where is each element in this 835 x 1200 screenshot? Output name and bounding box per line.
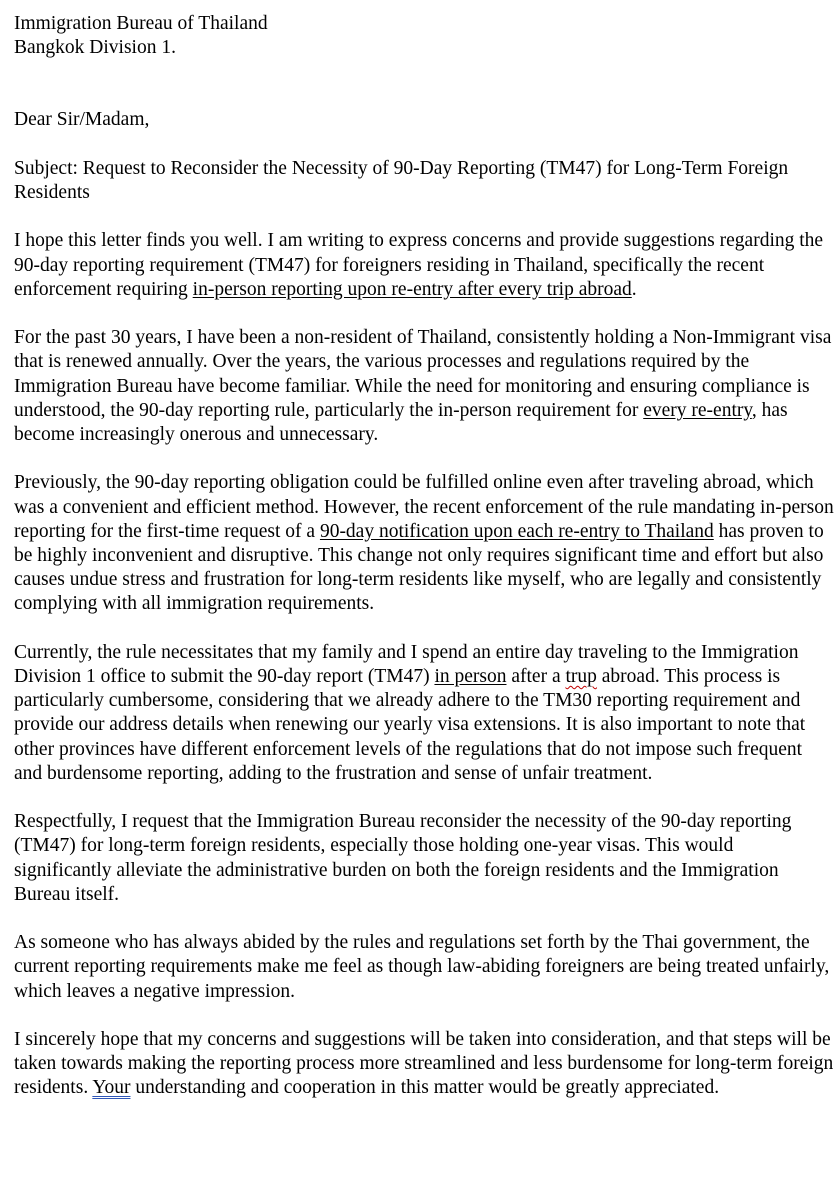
underlined-phrase: every re-entry bbox=[643, 399, 752, 421]
underlined-phrase: in-person reporting upon re-entry after every trip abroad bbox=[192, 278, 632, 300]
paragraph-7 bbox=[14, 1028, 835, 1101]
paragraph-3-text-a: Previously, the 90-day reporting obligation could be fulfilled online even after traveling abroad, which was a convenient and efficient method. However, the recent enforcement of the rule mandating in-person reporting for the first-time request of a bbox=[14, 472, 834, 542]
paragraph-4-text-b: after a bbox=[506, 666, 566, 687]
underlined-phrase: 90-day notification upon each re-entry to Thailand bbox=[319, 520, 714, 542]
paragraph-1-text-b: . bbox=[631, 278, 637, 300]
paragraph-3 bbox=[14, 471, 835, 616]
subject-line: Subject: Request to Reconsider the Necessity of 90-Day Reporting (TM47) for Long-Term Foreign Residents bbox=[14, 157, 789, 203]
salutation: Dear Sir/Madam, bbox=[14, 109, 150, 131]
underlined-phrase: in person bbox=[434, 666, 507, 687]
paragraph-2-text-a: For the past 30 years, I have been a non-resident of Thailand, consistently holding a Non-Immigrant visa that is renewed annually. Over the years, the various processes and regulations required by the Immigration Bureau have become familiar. While the need for monitoring and ensuring compliance is understood, the 90-day reporting rule, particularly the in-person requirement for bbox=[14, 327, 832, 421]
paragraph-4-text-c: abroad. This process is particularly cumbersome, considering that we already adhere to the TM30 reporting requirement and provide our address details when renewing our yearly visa extensions. It is also important to note that other provinces have different enforcement levels of the regulations that do not impose such frequent and burdensome reporting, adding to the frustration and sense of unfair treatment. bbox=[14, 666, 806, 784]
paragraph-7-text-b: understanding and cooperation in this matter would be greatly appreciated. bbox=[130, 1077, 720, 1099]
paragraph-3-text-b: has proven to be highly inconvenient and disruptive. This change not only requires significant time and effort but also causes undue stress and frustration for long-term residents like myself, who are legally and consistently complying with all immigration requirements. bbox=[14, 520, 824, 615]
address-line-1: Immigration Bureau of Thailand bbox=[14, 13, 268, 34]
paragraph-1-text-a: I hope this letter finds you well. I am writing to express concerns and provide suggestions regarding the 90-day reporting requirement (TM47) for foreigners residing in Thailand, specifically the recent enforcement requiring bbox=[14, 230, 824, 300]
paragraph-6: As someone who has always abided by the rules and regulations set forth by the Thai government, the current reporting requirements make me feel as though law-abiding foreigners are being treated unfairly, which leaves a negative impression. bbox=[14, 932, 830, 1002]
paragraph-2-text-b: , has become increasingly onerous and unnecessary. bbox=[14, 399, 788, 445]
paragraph-4 bbox=[14, 641, 835, 786]
paragraph-7-text-a: I sincerely hope that my concerns and suggestions will be taken into consideration, and that steps will be taken towards making the reporting process more streamlined and less burdensome for long-term foreign residents. bbox=[14, 1029, 834, 1099]
paragraph-1 bbox=[14, 229, 835, 302]
paragraph-4-text-a: Currently, the rule necessitates that my family and I spend an entire day traveling to the Immigration Division 1 office to submit the 90-day report (TM47) bbox=[14, 641, 799, 687]
grammar-flagged-word: Your bbox=[92, 1077, 131, 1099]
paragraph-2 bbox=[14, 326, 835, 447]
recipient-address bbox=[14, 12, 835, 60]
misspelled-word: trup bbox=[565, 666, 597, 687]
paragraph-5: Respectfully, I request that the Immigration Bureau reconsider the necessity of the 90-day reporting (TM47) for long-term foreign residents, especially those holding one-year visas. This would significantly alleviate the administrative burden on both the foreign residents and the Immigration Bureau itself. bbox=[14, 811, 792, 905]
address-line-2: Bangkok Division 1. bbox=[14, 37, 176, 59]
